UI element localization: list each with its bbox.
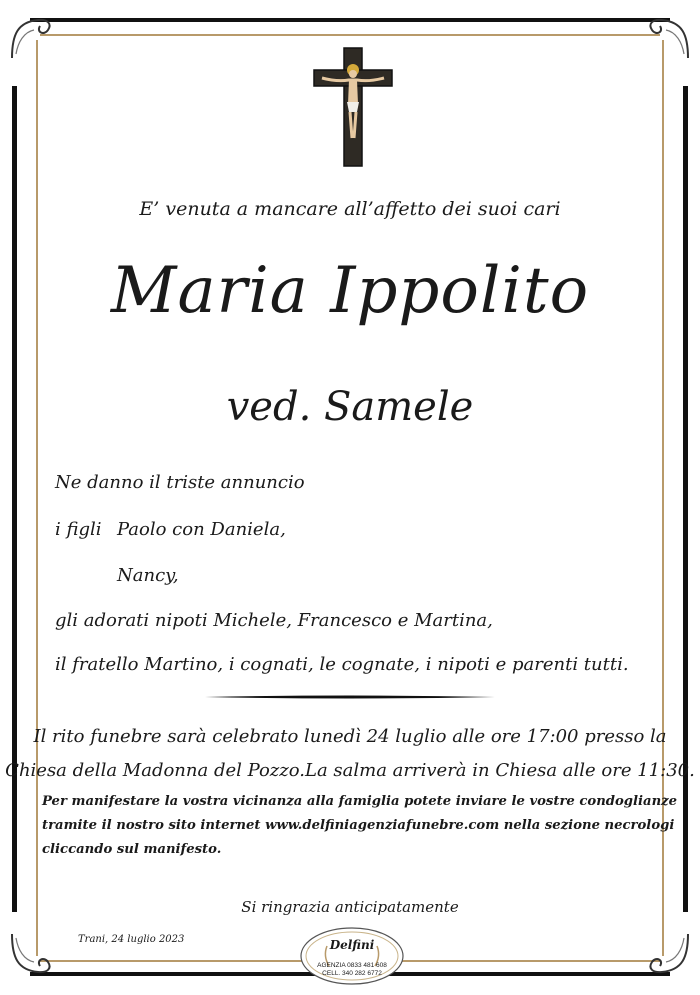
corner-flourish-icon xyxy=(8,930,56,978)
children-label: i figli xyxy=(55,519,102,540)
frame-top-bar xyxy=(30,18,670,22)
funeral-line-2: Chiesa della Madonna del Pozzo.La salma arriverà in Chiesa alle ore 11:30. xyxy=(5,760,695,781)
deceased-name: Maria Ippolito xyxy=(110,254,590,328)
divider xyxy=(205,695,495,699)
announcement-line: Ne danno il triste annuncio xyxy=(55,472,305,493)
agency-name: Delfini xyxy=(329,938,375,952)
corner-flourish-icon xyxy=(644,14,692,62)
corner-flourish-icon xyxy=(644,930,692,978)
children-names-2: Nancy, xyxy=(117,565,179,586)
gold-border-left xyxy=(36,40,38,956)
relatives-line: il fratello Martino, i cognati, le cognate, i nipoti e parenti tutti. xyxy=(55,654,629,675)
agency-phone-mobile: CELL. 340 282 6772 xyxy=(322,970,382,977)
thanks-line: Si ringrazia anticipatamente xyxy=(241,898,459,916)
children-names-1: Paolo con Daniela, xyxy=(117,519,286,540)
place-date: Trani, 24 luglio 2023 xyxy=(78,934,185,945)
funeral-line-1: Il rito funebre sarà celebrato lunedì 24 luglio alle ore 17:00 presso la xyxy=(33,726,667,747)
corner-flourish-icon xyxy=(8,14,56,62)
crucifix-icon xyxy=(310,46,396,168)
intro-line: E’ venuta a mancare all’affetto dei suoi cari xyxy=(139,198,561,220)
condolence-line-1: Per manifestare la vostra vicinanza alla famiglia potete inviare le vostre condoglianze xyxy=(42,794,678,809)
agency-seal xyxy=(299,926,405,986)
gold-border-top xyxy=(40,34,660,36)
widow-name: ved. Samele xyxy=(226,384,474,430)
agency-phone-office: AGENZIA 0833 481 608 xyxy=(317,962,387,969)
grandchildren-line: gli adorati nipoti Michele, Francesco e Martina, xyxy=(55,610,493,631)
agency-seal-border xyxy=(299,926,405,986)
condolence-line-3: cliccando sul manifesto. xyxy=(42,842,222,857)
condolence-line-2: tramite il nostro sito internet www.delfiniagenziafunebre.com nella sezione necrologi xyxy=(42,818,675,833)
